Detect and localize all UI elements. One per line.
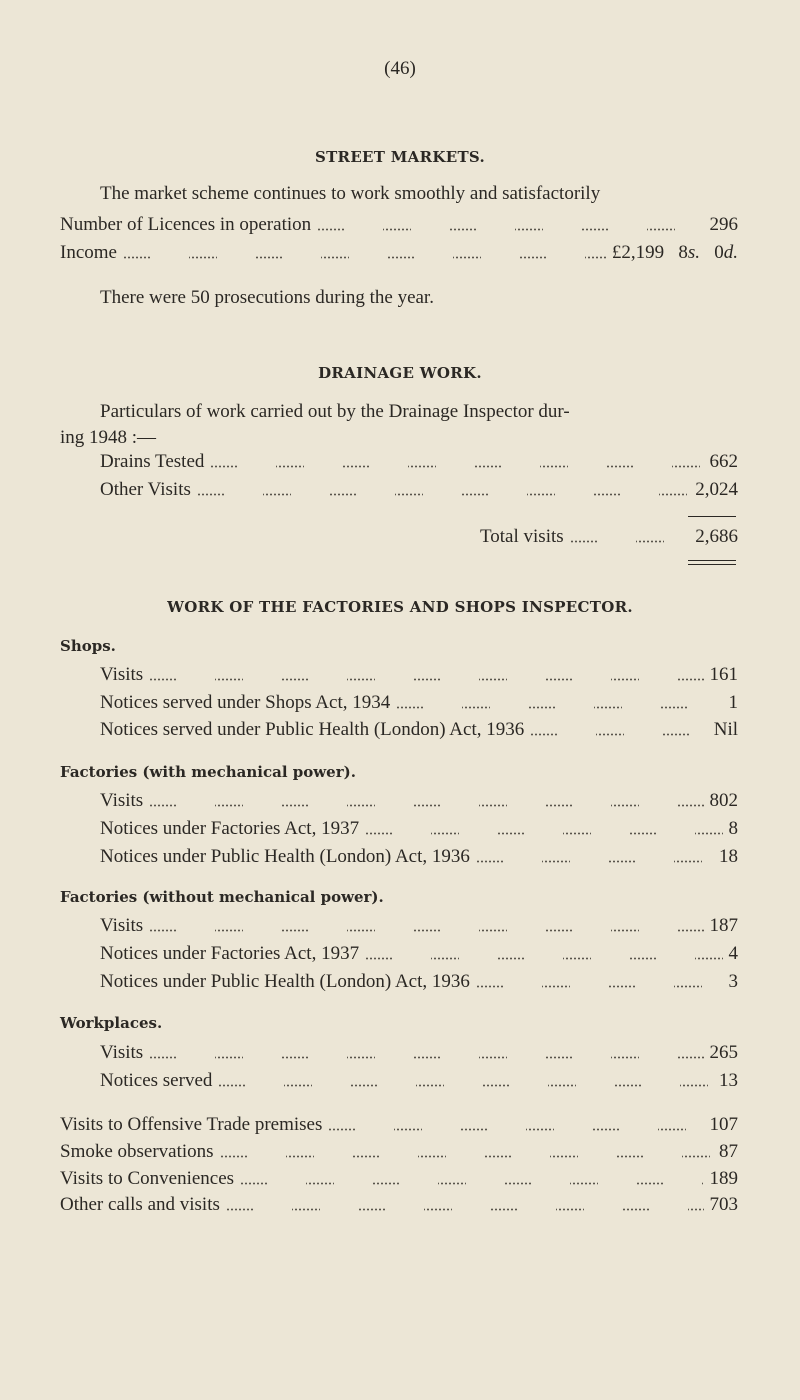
row-value: 87 xyxy=(719,1141,738,1162)
dot-leader xyxy=(530,733,707,736)
row-label: Notices under Factories Act, 1937 xyxy=(100,943,360,964)
street-markets-intro: The market scheme continues to work smoothly and satisfactorily xyxy=(100,183,601,204)
dot-leader xyxy=(365,832,722,835)
factories-non-mechanical-row xyxy=(100,969,738,995)
row-label: Notices served under Shops Act, 1934 xyxy=(100,692,391,713)
street-markets-heading: STREET MARKETS. xyxy=(314,148,486,166)
income-pence-unit: d. xyxy=(723,242,738,263)
row-value: 265 xyxy=(709,1042,738,1063)
income-pence: 0 xyxy=(714,242,724,263)
income-shillings: 8 xyxy=(678,242,688,263)
workplaces-row xyxy=(100,1068,738,1094)
dot-leader xyxy=(149,804,703,807)
drainage-row-value: 2,024 xyxy=(695,479,738,500)
prosecutions-note: There were 50 prosecutions during the year. xyxy=(100,287,434,308)
drainage-row xyxy=(100,477,738,503)
misc-row xyxy=(60,1139,738,1165)
row-label: Visits xyxy=(100,1042,144,1063)
factories-non-mechanical-row xyxy=(100,941,738,967)
page-number: (46) xyxy=(384,58,416,79)
income-value xyxy=(612,240,738,266)
row-label: Notices under Public Health (London) Act, 1936 xyxy=(100,971,470,992)
row-value: 187 xyxy=(709,915,738,936)
factories-non-mechanical-row xyxy=(100,913,738,939)
drainage-row xyxy=(100,449,738,475)
dot-leader xyxy=(570,540,690,543)
misc-row xyxy=(60,1166,738,1192)
drainage-heading: DRAINAGE WORK. xyxy=(318,364,482,382)
licences-value: 296 xyxy=(709,214,738,235)
row-value: 703 xyxy=(709,1194,738,1215)
section-title-shops: Shops. xyxy=(60,637,116,655)
row-label: Notices under Public Health (London) Act, 1936 xyxy=(100,846,470,867)
row-value: Nil xyxy=(713,719,738,740)
dot-leader xyxy=(197,493,689,496)
factories-mechanical-row xyxy=(100,844,738,870)
dot-leader xyxy=(218,1084,713,1087)
section-title-factories-mechanical: Factories (with mechanical power). xyxy=(60,763,356,781)
drainage-intro-line2: ing 1948 :— xyxy=(60,427,157,448)
dot-leader xyxy=(149,1056,703,1059)
drainage-row-value: 662 xyxy=(709,451,738,472)
row-label: Other calls and visits xyxy=(60,1194,220,1215)
shops-row xyxy=(100,690,738,716)
income-pounds: £2,199 xyxy=(611,242,665,263)
dot-leader xyxy=(220,1155,713,1158)
dot-leader xyxy=(210,465,703,468)
dot-leader xyxy=(476,860,713,863)
row-label: Visits to Conveniences xyxy=(60,1168,235,1189)
section-title-factories-non-mechanical: Factories (without mechanical power). xyxy=(60,888,384,906)
row-value: 107 xyxy=(709,1114,738,1135)
total-rule xyxy=(688,516,736,517)
row-value: 4 xyxy=(728,943,738,964)
row-label: Notices served xyxy=(100,1070,213,1091)
shops-row xyxy=(100,662,738,688)
row-value: 18 xyxy=(719,846,738,867)
dot-leader xyxy=(149,678,703,681)
row-label: Visits to Offensive Trade premises xyxy=(60,1114,323,1135)
drainage-row-label: Drains Tested xyxy=(100,451,205,472)
dot-leader xyxy=(317,228,703,231)
licences-label: Number of Licences in operation xyxy=(60,214,312,235)
dot-leader xyxy=(328,1128,703,1131)
row-label: Visits xyxy=(100,790,144,811)
row-label: Notices served under Public Health (London) Act, 1936 xyxy=(100,719,525,740)
misc-row xyxy=(60,1112,738,1138)
drainage-total-row xyxy=(480,524,738,550)
section-title-workplaces: Workplaces. xyxy=(60,1014,163,1032)
shops-row xyxy=(100,717,738,743)
income-shillings-unit: s. xyxy=(687,242,700,263)
row-value: 8 xyxy=(728,818,738,839)
row-label: Visits xyxy=(100,915,144,936)
dot-leader xyxy=(476,985,723,988)
dot-leader xyxy=(396,706,722,709)
dot-leader xyxy=(149,929,703,932)
drainage-total-label: Total visits xyxy=(480,526,564,547)
row-value: 189 xyxy=(709,1168,738,1189)
row-label: Visits xyxy=(100,664,144,685)
factories-mechanical-row xyxy=(100,816,738,842)
row-label: Smoke observations xyxy=(60,1141,214,1162)
row-label: Notices under Factories Act, 1937 xyxy=(100,818,360,839)
row-value: 802 xyxy=(709,790,738,811)
dot-leader xyxy=(365,957,722,960)
dot-leader xyxy=(240,1182,703,1185)
dot-leader xyxy=(226,1208,704,1211)
row-value: 3 xyxy=(728,971,738,992)
row-value: 13 xyxy=(719,1070,738,1091)
misc-row xyxy=(60,1192,738,1218)
drainage-row-label: Other Visits xyxy=(100,479,191,500)
workplaces-row xyxy=(100,1040,738,1066)
drainage-intro-line1: Particulars of work carried out by the Drainage Inspector dur- xyxy=(100,401,570,422)
row-value: 161 xyxy=(709,664,738,685)
row-value: 1 xyxy=(728,692,738,713)
factories-mechanical-row xyxy=(100,788,738,814)
factories-shops-heading: WORK OF THE FACTORIES AND SHOPS INSPECTOR. xyxy=(167,598,633,616)
licences-row xyxy=(60,212,738,238)
total-double-rule xyxy=(688,560,736,565)
income-label: Income xyxy=(60,242,117,263)
drainage-total-value: 2,686 xyxy=(695,526,738,547)
dot-leader xyxy=(123,256,606,259)
income-row xyxy=(60,240,738,266)
